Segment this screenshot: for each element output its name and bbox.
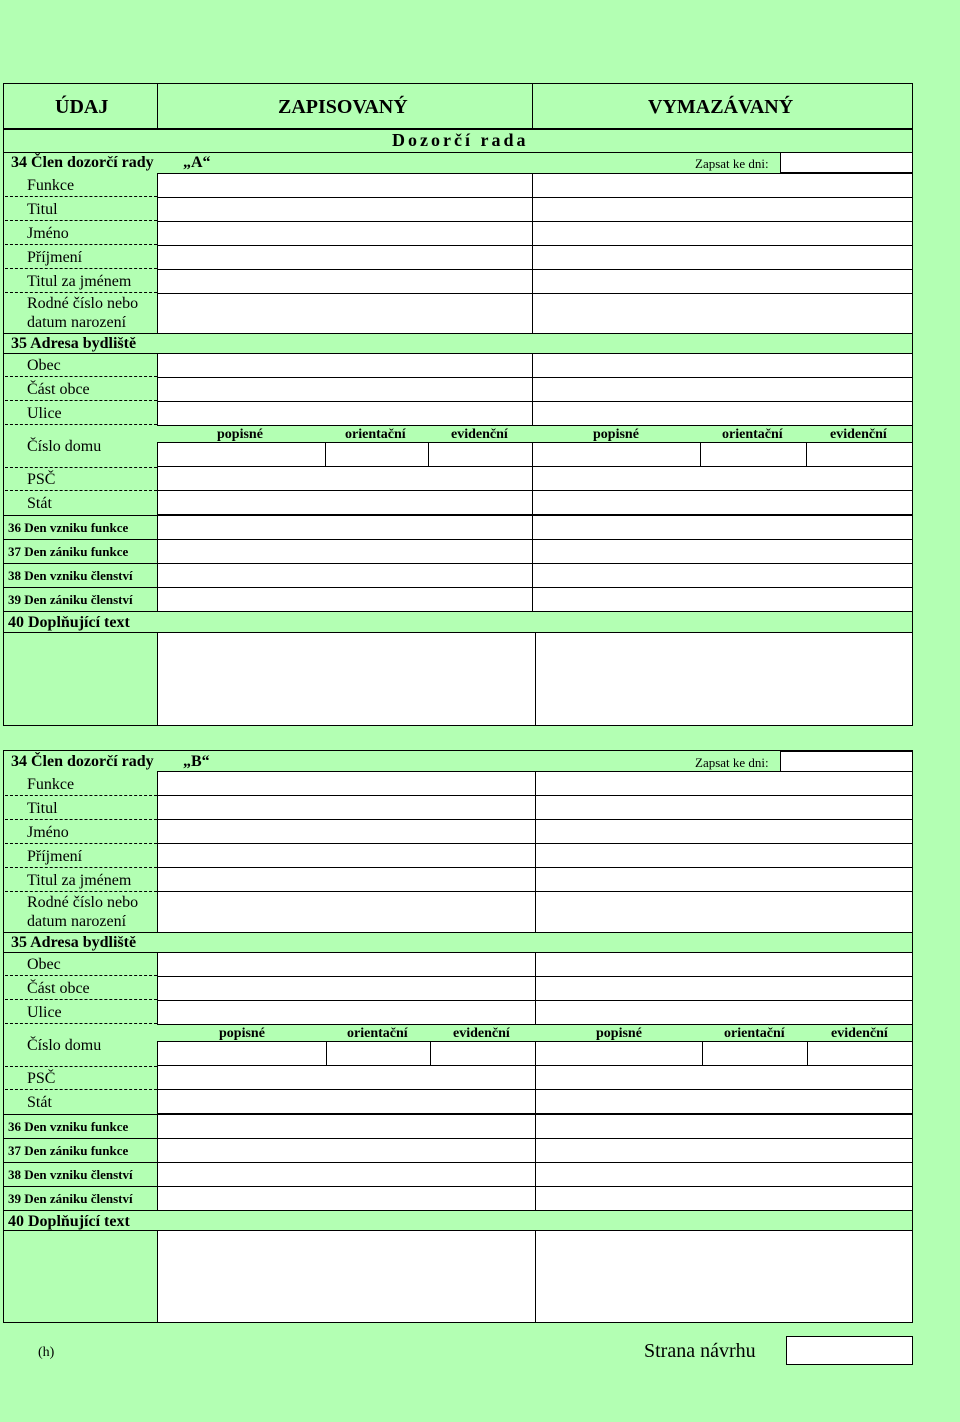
member-b-den-zaniku-clenstvi-old[interactable] [535, 1186, 913, 1211]
member-b-label-doplnujici-text: 40 Doplňující text [8, 1213, 130, 1230]
member-a-jmeno-new[interactable] [157, 221, 533, 246]
member-b-label-den-vzniku-funkce: 36 Den vzniku funkce [8, 1119, 129, 1134]
member-a-evidencni-old[interactable] [806, 442, 913, 467]
member-a-label-psc: PSČ [27, 471, 56, 488]
member-a-label-prijmeni: Příjmení [27, 249, 83, 266]
member-a-letter: „A“ [183, 154, 211, 171]
member-b-rodne-cislo-new[interactable] [157, 891, 536, 933]
member-b-prijmeni-new[interactable] [157, 843, 536, 868]
member-a-label-titul-za: Titul za jménem [27, 273, 132, 290]
member-a-funkce-new[interactable] [157, 173, 533, 198]
member-a-den-zaniku-funkce-old[interactable] [532, 539, 913, 564]
member-a-jmeno-old[interactable] [532, 221, 913, 246]
member-b-house-popisne-new: popisné [219, 1026, 265, 1041]
member-a-titul-old[interactable] [532, 197, 913, 222]
member-b-label-prijmeni: Příjmení [27, 848, 83, 865]
member-b-titul-old[interactable] [535, 795, 913, 820]
member-a-obec-new[interactable] [157, 353, 533, 378]
member-a-address-title: 35 Adresa bydliště [11, 335, 137, 352]
member-b-den-zaniku-funkce-old[interactable] [535, 1138, 913, 1163]
member-b-den-vzniku-funkce-old[interactable] [535, 1114, 913, 1139]
member-a-title: 34 Člen dozorčí rady [11, 154, 154, 171]
member-b-label-titul: Titul [27, 800, 58, 817]
member-b-orientacni-old[interactable] [702, 1041, 808, 1066]
member-a-label-den-vzniku-funkce: 36 Den vzniku funkce [8, 520, 129, 535]
member-a-rodne-cislo-new[interactable] [157, 293, 533, 334]
member-a-den-zaniku-clenstvi-old[interactable] [532, 587, 913, 612]
member-a-obec-old[interactable] [532, 353, 913, 378]
member-b-den-vzniku-clenstvi-old[interactable] [535, 1162, 913, 1187]
member-a-psc-new[interactable] [157, 466, 533, 491]
member-a-ulice-old[interactable] [532, 401, 913, 426]
member-b-den-vzniku-clenstvi-new[interactable] [157, 1162, 536, 1187]
member-a-label-obec: Obec [27, 357, 61, 374]
member-a-label-rodne-cislo: Rodné číslo nebo [27, 295, 139, 312]
member-b-house-evidencni-new: evidenční [453, 1026, 510, 1041]
member-a-prijmeni-old[interactable] [532, 245, 913, 270]
member-b-den-zaniku-funkce-new[interactable] [157, 1138, 536, 1163]
member-b-label-jmeno: Jméno [27, 824, 69, 841]
member-b-popisne-old[interactable] [535, 1041, 703, 1066]
member-a-house-orientacni-new: orientační [345, 427, 406, 442]
member-b-cast-obce-old[interactable] [535, 976, 913, 1001]
member-a-doplnujici-text-new[interactable] [157, 632, 536, 726]
member-b-label-ulice: Ulice [27, 1004, 62, 1021]
member-a-label-den-zaniku-clenstvi: 39 Den zániku členství [8, 592, 133, 607]
member-b-den-zaniku-clenstvi-new[interactable] [157, 1186, 536, 1211]
member-a-orientacni-old[interactable] [700, 442, 807, 467]
footer-page-label: Strana návrhu [644, 1340, 756, 1362]
member-b-stat-new[interactable] [157, 1089, 536, 1114]
footer-page-number-field[interactable] [786, 1336, 913, 1365]
member-b-label-cislo-domu: Číslo domu [27, 1037, 102, 1054]
member-a-zapsat-date[interactable] [780, 152, 913, 173]
member-a-den-zaniku-funkce-new[interactable] [157, 539, 533, 564]
member-a-doplnujici-text-old[interactable] [535, 632, 913, 726]
member-a-stat-new[interactable] [157, 490, 533, 515]
member-b-titul-new[interactable] [157, 795, 536, 820]
member-b-label-den-vzniku-clenstvi: 38 Den vzniku členství [8, 1167, 133, 1182]
member-b-titul-za-new[interactable] [157, 867, 536, 892]
member-a-label-cast-obce: Část obce [27, 381, 90, 398]
member-b-stat-old[interactable] [535, 1089, 913, 1114]
member-b-obec-new[interactable] [157, 952, 536, 977]
member-b-doplnujici-text-new[interactable] [157, 1230, 536, 1323]
member-a-house-evidencni-new: evidenční [451, 427, 508, 442]
member-b-doplnujici-text-old[interactable] [535, 1230, 913, 1323]
member-a-house-popisne-old: popisné [593, 427, 639, 442]
member-a-den-vzniku-clenstvi-new[interactable] [157, 563, 533, 588]
member-b-house-evidencni-old: evidenční [831, 1026, 888, 1041]
member-a-house-evidencni-old: evidenční [830, 427, 887, 442]
member-a-house-orientacni-old: orientační [722, 427, 783, 442]
member-b-jmeno-old[interactable] [535, 819, 913, 844]
member-a-den-zaniku-clenstvi-new[interactable] [157, 587, 533, 612]
member-a-label-stat: Stát [27, 495, 52, 512]
member-b-obec-old[interactable] [535, 952, 913, 977]
member-b-label-obec: Obec [27, 956, 61, 973]
member-b-label-den-zaniku-funkce: 37 Den zániku funkce [8, 1143, 129, 1158]
member-a-rodne-cislo-old[interactable] [532, 293, 913, 334]
member-b-popisne-new[interactable] [157, 1041, 327, 1066]
member-b-evidencni-new[interactable] [430, 1041, 536, 1066]
member-b-evidencni-old[interactable] [807, 1041, 913, 1066]
member-b-rodne-cislo-old[interactable] [535, 891, 913, 933]
member-b-address-title: 35 Adresa bydliště [11, 934, 137, 951]
member-b-house-orientacni-old: orientační [724, 1026, 785, 1041]
member-b-funkce-old[interactable] [535, 771, 913, 796]
member-a-stat-old[interactable] [532, 490, 913, 515]
member-a-zapsat-label: Zapsat ke dni: [695, 156, 769, 171]
member-b-titul-za-old[interactable] [535, 867, 913, 892]
member-b-zapsat-date[interactable] [780, 751, 913, 772]
header-col-udaj: ÚDAJ [55, 96, 109, 118]
member-b-prijmeni-old[interactable] [535, 843, 913, 868]
member-a-label-den-vzniku-clenstvi: 38 Den vzniku členství [8, 568, 133, 583]
member-b-label-stat: Stát [27, 1094, 52, 1111]
member-a-label-funkce: Funkce [27, 177, 75, 194]
member-a-prijmeni-new[interactable] [157, 245, 533, 270]
member-b-psc-old[interactable] [535, 1065, 913, 1090]
member-b-house-orientacni-new: orientační [347, 1026, 408, 1041]
member-a-house-popisne-new: popisné [217, 427, 263, 442]
member-a-cast-obce-old[interactable] [532, 377, 913, 402]
member-a-label-ulice: Ulice [27, 405, 62, 422]
member-a-ulice-new[interactable] [157, 401, 533, 426]
member-b-cast-obce-new[interactable] [157, 976, 536, 1001]
member-a-den-vzniku-funkce-old[interactable] [532, 515, 913, 540]
section-title: Dozorčí rada [392, 130, 529, 150]
member-a-psc-old[interactable] [532, 466, 913, 491]
footer-code: (h) [38, 1345, 55, 1360]
member-a-titul-new[interactable] [157, 197, 533, 222]
member-a-label-titul: Titul [27, 201, 58, 218]
member-a-funkce-old[interactable] [532, 173, 913, 198]
header-col-vymazavany: VYMAZÁVANÝ [648, 96, 794, 118]
header-col-zapisovany: ZAPISOVANÝ [278, 96, 408, 118]
member-b-label-datum-narozeni: datum narození [27, 913, 127, 930]
member-b-title: 34 Člen dozorčí rady [11, 753, 154, 770]
member-b-orientacni-new[interactable] [326, 1041, 431, 1066]
member-a-label-den-zaniku-funkce: 37 Den zániku funkce [8, 544, 129, 559]
member-a-popisne-new[interactable] [157, 442, 326, 467]
member-a-label-datum-narozeni: datum narození [27, 314, 127, 331]
member-b-jmeno-new[interactable] [157, 819, 536, 844]
member-a-label-doplnujici-text: 40 Doplňující text [8, 614, 130, 631]
member-b-psc-new[interactable] [157, 1065, 536, 1090]
member-a-cast-obce-new[interactable] [157, 377, 533, 402]
member-b-zapsat-label: Zapsat ke dni: [695, 755, 769, 770]
member-b-label-titul-za: Titul za jménem [27, 872, 132, 889]
member-a-label-cislo-domu: Číslo domu [27, 438, 102, 455]
member-a-titul-za-old[interactable] [532, 269, 913, 294]
member-a-evidencni-new[interactable] [428, 442, 533, 467]
member-b-label-funkce: Funkce [27, 776, 75, 793]
member-a-orientacni-new[interactable] [325, 442, 429, 467]
member-b-label-cast-obce: Část obce [27, 980, 90, 997]
member-a-titul-za-new[interactable] [157, 269, 533, 294]
member-a-den-vzniku-clenstvi-old[interactable] [532, 563, 913, 588]
member-b-house-popisne-old: popisné [596, 1026, 642, 1041]
member-b-funkce-new[interactable] [157, 771, 536, 796]
member-b-letter: „B“ [183, 753, 210, 770]
member-b-den-vzniku-funkce-new[interactable] [157, 1114, 536, 1139]
member-a-label-jmeno: Jméno [27, 225, 69, 242]
member-b-ulice-old[interactable] [535, 1000, 913, 1025]
member-b-label-den-zaniku-clenstvi: 39 Den zániku členství [8, 1191, 133, 1206]
member-a-popisne-old[interactable] [532, 442, 701, 467]
member-b-label-rodne-cislo: Rodné číslo nebo [27, 894, 139, 911]
member-b-ulice-new[interactable] [157, 1000, 536, 1025]
member-b-label-psc: PSČ [27, 1070, 56, 1087]
member-a-den-vzniku-funkce-new[interactable] [157, 515, 533, 540]
